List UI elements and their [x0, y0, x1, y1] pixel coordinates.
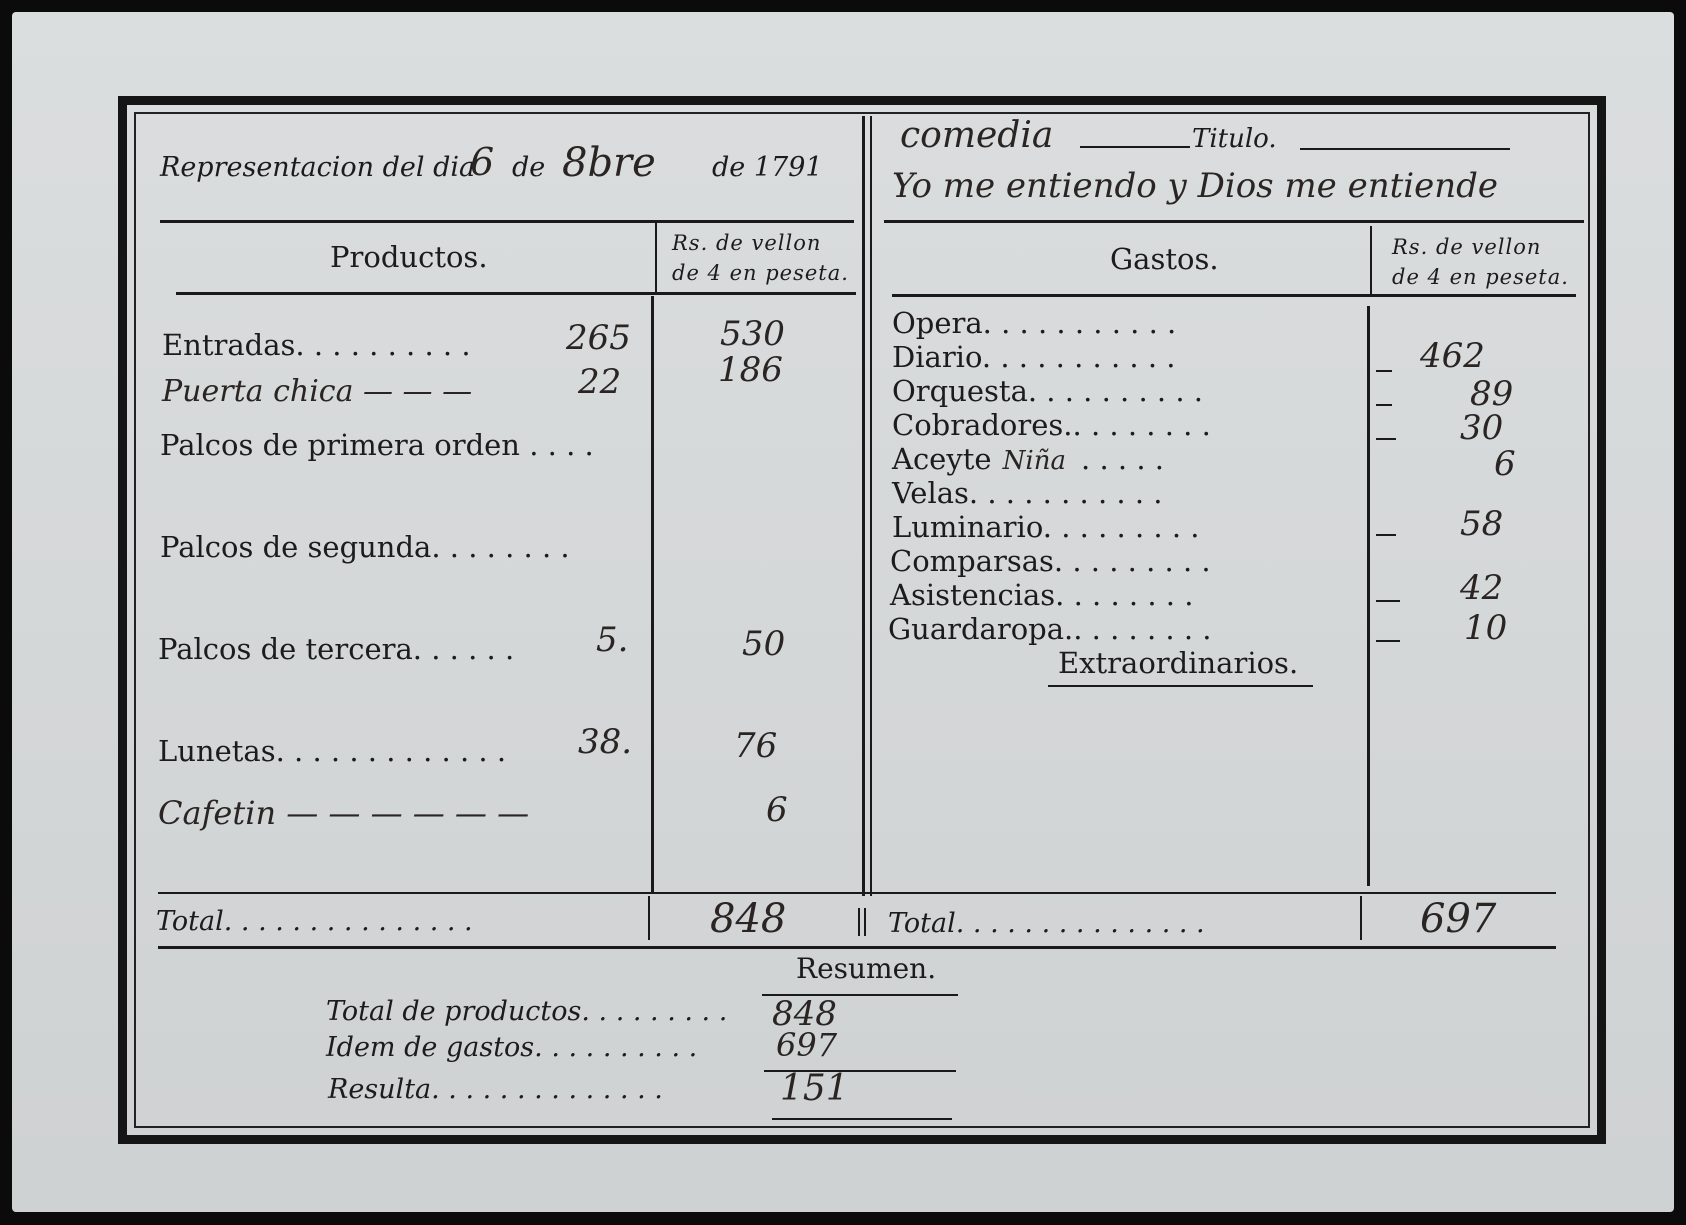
gasto-aceyte-amount: 6: [1494, 444, 1516, 484]
row-lunetas-label: Lunetas. . . . . . . . . . . . .: [158, 734, 507, 768]
titulo-label: Titulo.: [1192, 124, 1277, 154]
gastos-heading: Gastos.: [1110, 242, 1219, 276]
gasto-aceyte-dots: . . . . .: [1081, 442, 1165, 476]
productos-heading: Productos.: [330, 240, 488, 274]
resumen-heading: Resumen.: [796, 952, 937, 985]
representacion-label: Representacion del dia: [160, 152, 476, 183]
header-rule-right: [884, 220, 1584, 223]
gasto-asistencias-label: Asistencias. . . . . . . .: [890, 578, 1194, 612]
gasto-guardaropa-amount: 10: [1464, 608, 1508, 648]
gasto-aceyte-note: Niña: [1002, 446, 1066, 476]
row-entradas-count: 265: [566, 318, 631, 358]
day-handwritten: 6: [470, 140, 495, 184]
row-cafetin-amount: 6: [766, 790, 788, 830]
productos-heading-rule: [176, 292, 856, 295]
row-puerta-chica-amount: 186: [718, 350, 783, 390]
gasto-aceyte-label: Aceyte: [892, 442, 992, 476]
gasto-orquesta-label: Orquesta. . . . . . . . . .: [892, 374, 1204, 408]
gasto-velas-label: Velas. . . . . . . . . . .: [892, 476, 1163, 510]
gasto-guardaropa-label: Guardaropa.. . . . . . . .: [888, 612, 1212, 646]
row-lunetas-amount: 76: [734, 726, 778, 766]
gasto-luminario-amount: 58: [1460, 504, 1504, 544]
gastos-currency-label: Rs. de vellon de 4 en peseta.: [1392, 235, 1569, 289]
year-label: de 1791: [712, 152, 823, 183]
row-palcos-tercera-label: Palcos de tercera. . . . . .: [158, 632, 515, 666]
productos-currency-label: Rs. de vellon de 4 en peseta.: [672, 231, 849, 285]
center-divider: [862, 116, 865, 896]
play-title-handwritten: Yo me entiendo y Dios me entiende: [892, 166, 1499, 206]
gastos-total-label: Total. . . . . . . . . . . . . . .: [888, 908, 1205, 939]
productos-amount-column-line: [651, 296, 654, 892]
resumen-productos-value: 848: [772, 994, 837, 1034]
resumen-gastos-value: 697: [776, 1026, 838, 1064]
gastos-amount-column-line: [1367, 306, 1370, 886]
de-label: de: [512, 152, 546, 183]
gasto-cobradores-label: Cobradores.. . . . . . . .: [892, 408, 1211, 442]
gasto-luminario-label: Luminario. . . . . . . . .: [892, 510, 1200, 544]
center-divider-thin: [870, 116, 872, 896]
extraordinarios-rule: [1048, 685, 1313, 687]
gastos-total-value: 697: [1420, 896, 1497, 942]
gasto-opera-label: Opera. . . . . . . . . . .: [892, 306, 1177, 340]
row-palcos-primera-label: Palcos de primera orden . . . .: [160, 428, 594, 462]
totals-bottom-rule: [158, 946, 1556, 949]
row-entradas-amount: 530: [720, 314, 785, 354]
row-palcos-tercera-count: 5.: [596, 620, 629, 660]
genre-handwritten: comedia: [900, 115, 1054, 156]
gasto-diario-amount: 462: [1420, 336, 1485, 376]
gasto-asistencias-amount: 42: [1460, 568, 1504, 608]
row-palcos-tercera-amount: 50: [742, 624, 786, 664]
resumen-resulta-value: 151: [780, 1068, 849, 1109]
resumen-gastos-label: Idem de gastos. . . . . . . . . .: [326, 1032, 698, 1063]
gasto-comparsas-label: Comparsas. . . . . . . . .: [890, 544, 1211, 578]
month-handwritten: 8bre: [562, 140, 656, 186]
gastos-heading-rule: [892, 294, 1576, 297]
productos-total-label: Total. . . . . . . . . . . . . . .: [156, 906, 473, 937]
productos-total-value: 848: [710, 896, 787, 942]
resumen-resulta-label: Resulta. . . . . . . . . . . . . .: [328, 1074, 663, 1105]
header-rule-left: [160, 220, 854, 223]
gasto-cobradores-amount: 30: [1460, 408, 1504, 448]
gasto-aceyte-row: [892, 442, 1164, 476]
row-puerta-chica-count: 22: [578, 362, 622, 402]
gasto-diario-label: Diario. . . . . . . . . . .: [892, 340, 1176, 374]
row-entradas-label: Entradas. . . . . . . . . .: [162, 328, 471, 362]
gasto-orquesta-amount: 89: [1470, 374, 1514, 414]
row-palcos-segunda-label: Palcos de segunda. . . . . . . .: [160, 530, 570, 564]
resumen-productos-label: Total de productos. . . . . . . . .: [326, 996, 728, 1027]
extraordinarios-heading: Extraordinarios.: [1058, 646, 1299, 680]
row-cafetin-label: Cafetin — — — — — —: [158, 794, 530, 832]
row-puerta-chica-label: Puerta chica — — —: [162, 374, 473, 409]
row-lunetas-count: 38.: [578, 722, 633, 762]
totals-top-rule: [158, 892, 1556, 894]
